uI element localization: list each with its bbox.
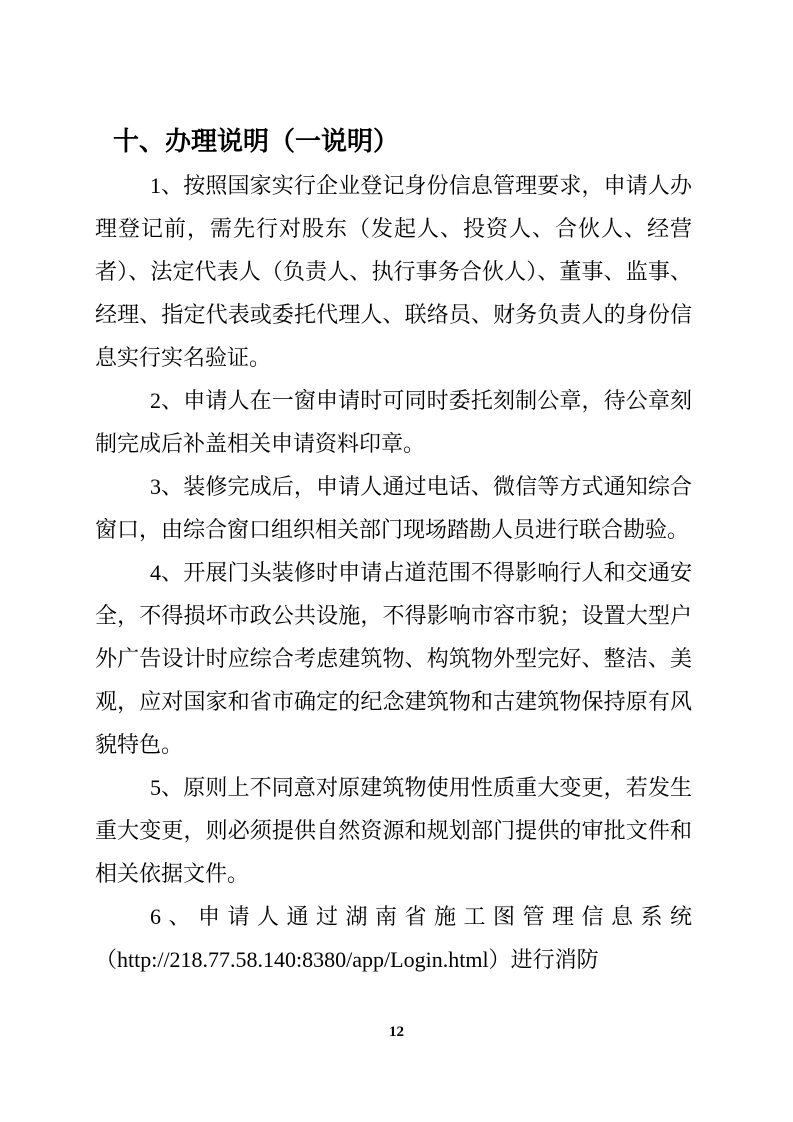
page-number: 12 — [389, 1024, 404, 1040]
paragraph-6-text-after-url: 进行消防 — [510, 947, 599, 972]
page-content — [95, 120, 692, 981]
section-title: 十、办理说明（一说明） — [113, 126, 400, 156]
paragraph-4: 4、开展门头装修时申请占道范围不得影响行人和交通安全，不得损坏市政公共设施，不得影响市容市貌；设置大型户外广告设计时应综合考虑建筑物、构筑物外型完好、整洁、美观，应对国家和省市确定的纪念建筑物和古建筑物保持原有风貌特色。 — [95, 560, 692, 757]
paragraph-1: 1、按照国家实行企业登记身份信息管理要求，申请人办理登记前，需先行对股东（发起人、投资人、合伙人、经营者）、法定代表人（负责人、执行事务合伙人）、董事、监事、经理、指定代表或委托代理人、联络员、财务负责人的身份信息实行实名验证。 — [95, 173, 692, 370]
paragraph-6 — [95, 895, 692, 981]
paragraph-2: 2、申请人在一窗申请时可同时委托刻制公章，待公章刻制完成后补盖相关申请资料印章。 — [95, 388, 692, 456]
paragraph-5: 5、原则上不同意对原建筑物使用性质重大变更，若发生重大变更，则必须提供自然资源和规划部门提供的审批文件和相关依据文件。 — [95, 775, 692, 886]
paragraph-6-text-before-url: 6、申请人通过湖南省施工图管理信息系统 — [150, 904, 692, 929]
url-text: （http://218.77.58.140:8380/app/Login.html） — [95, 947, 511, 972]
paragraph-3: 3、装修完成后，申请人通过电话、微信等方式通知综合窗口，由综合窗口组织相关部门现场踏勘人员进行联合勘验。 — [95, 474, 692, 542]
